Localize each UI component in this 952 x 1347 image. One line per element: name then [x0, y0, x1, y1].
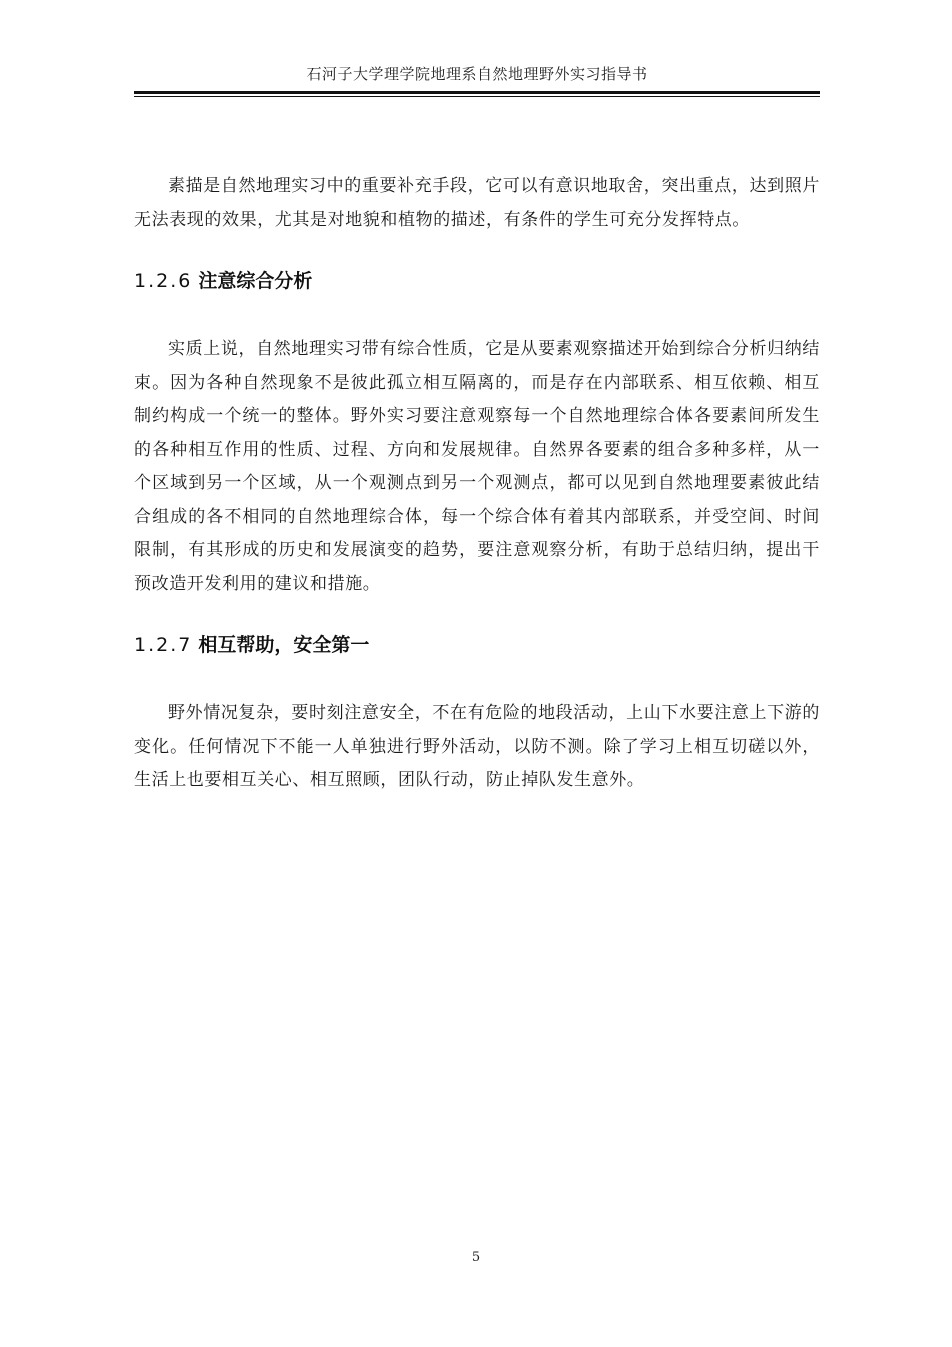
page-header-title: 石河子大学理学院地理系自然地理野外实习指导书	[306, 65, 648, 83]
section-title: 相互帮助，安全第一	[198, 634, 370, 656]
header-rule-thick	[134, 91, 820, 94]
section-heading-1-2-6	[134, 267, 820, 295]
section-number: 1.2.6	[134, 270, 193, 292]
paragraph-safety: 野外情况复杂，要时刻注意安全，不在有危险的地段活动，上山下水要注意上下游的变化。任何情况下不能一人单独进行野外活动，以防不测。除了学习上相互切磋以外，生活上也要相互关心、相互照顾，团队行动，防止掉队发生意外。	[134, 703, 820, 790]
paragraph-comprehensive-analysis: 实质上说，自然地理实习带有综合性质，它是从要素观察描述开始到综合分析归纳结束。因为各种自然现象不是彼此孤立相互隔离的，而是存在内部联系、相互依赖、相互制约构成一个统一的整体。野外实习要注意观察每一个自然地理综合体各要素间所发生的各种相互作用的性质、过程、方向和发展规律。自然界各要素的组合多种多样，从一个区域到另一个区域，从一个观测点到另一个观测点，都可以见到自然地理要素彼此结合组成的各不相同的自然地理综合体，每一个综合体有着其内部联系，并受空间、时间限制，有其形成的历史和发展演变的趋势，要注意观察分析，有助于总结归纳，提出干预改造开发利用的建议和措施。	[134, 339, 820, 594]
section-title: 注意综合分析	[198, 270, 313, 292]
page-number: 5	[471, 1250, 481, 1265]
header-rule-thin	[134, 96, 820, 97]
section-number: 1.2.7	[134, 634, 193, 656]
document-body	[134, 170, 820, 798]
paragraph-sketching: 素描是自然地理实习中的重要补充手段，它可以有意识地取舍，突出重点，达到照片无法表现的效果，尤其是对地貌和植物的描述，有条件的学生可充分发挥特点。	[134, 176, 820, 230]
section-heading-1-2-7	[134, 631, 820, 659]
